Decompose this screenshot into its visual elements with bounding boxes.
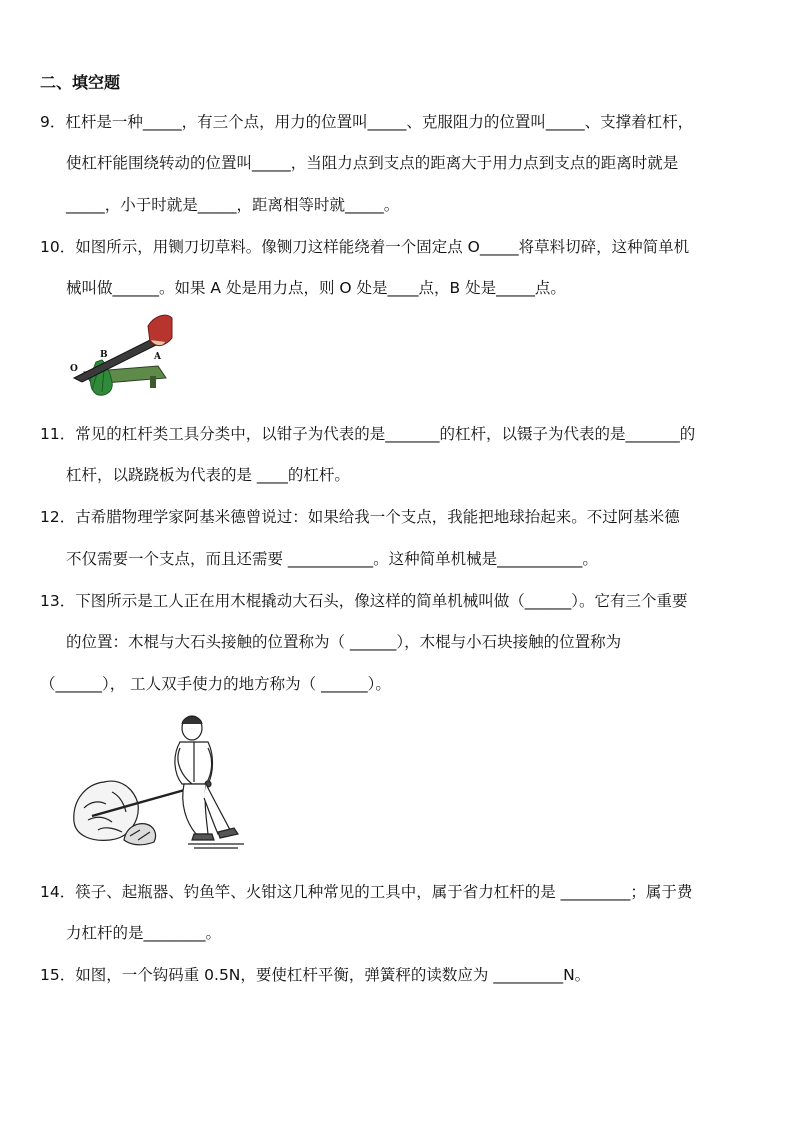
label-b: B: [100, 350, 108, 360]
q11-line-2: 杠杆，以跷跷板为代表的是 ____的杠杆。: [66, 466, 350, 484]
q13-line-1: 13．下图所示是工人正在用木棍撬动大石头，像这样的简单机械叫做（______）。它有三个重要: [40, 592, 688, 610]
q9-line-2: 使杠杆能围绕转动的位置叫_____，当阻力点到支点的距离大于用力点到支点的距离时就是: [66, 154, 679, 172]
q10-line-1: 10．如图所示，用铡刀切草料。像铡刀这样能绕着一个固定点 O_____将草料切碎，这种简单机: [40, 238, 690, 256]
q9-line-3: _____，小于时就是_____，距离相等时就_____。: [66, 196, 400, 214]
q14-line-1: 14．筷子、起瓶器、钓鱼竿、火钳这几种常见的工具中，属于省力杠杆的是 _________；属于费: [40, 883, 693, 901]
q15-line-1: 15．如图，一个钩码重 0.5N，要使杠杆平衡，弹簧秤的读数应为 _________N。: [40, 966, 591, 984]
worker-lever-figure: [68, 712, 248, 850]
q10-line-2: 械叫做______。如果 A 处是用力点，则 O 处是____点，B 处是_____点。: [66, 279, 566, 297]
q12-line-1: 12．古希腊物理学家阿基米德曾说过：如果给我一个支点，我能把地球抬起来。不过阿基米德: [40, 508, 680, 526]
label-o: O: [70, 364, 78, 374]
q14-line-2: 力杠杆的是________。: [66, 924, 222, 942]
q13-line-3: （______）， 工人双手使力的地方称为（ ______）。: [40, 675, 391, 693]
q13-line-2: 的位置：木棍与大石头接触的位置称为（ ______），木棍与小石块接触的位置称为: [66, 633, 622, 651]
straw-cutter-figure: [62, 312, 174, 404]
section-title: 二、填空题: [40, 73, 121, 92]
q11-line-1: 11．常见的杠杆类工具分类中，以钳子为代表的是_______的杠杆，以镊子为代表的是_______的: [40, 425, 696, 443]
q9-line-1: 9．杠杆是一种_____，有三个点，用力的位置叫_____、克服阻力的位置叫_____、支撑着杠杆，: [40, 113, 694, 131]
label-a: A: [154, 352, 161, 362]
q12-line-2: 不仅需要一个支点，而且还需要 ___________。这种简单机械是___________。: [66, 550, 598, 568]
